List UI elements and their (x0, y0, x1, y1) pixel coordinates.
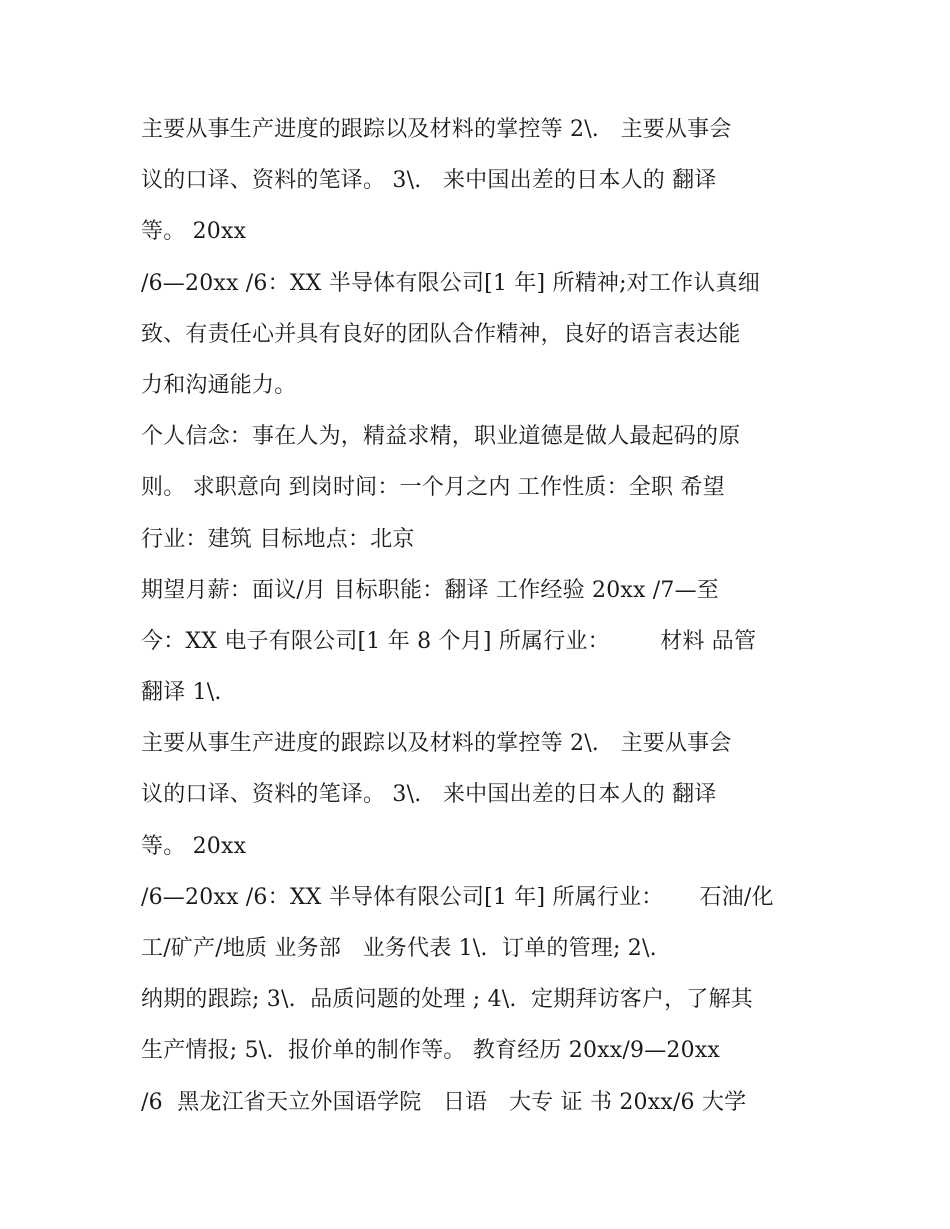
document-body (141, 104, 831, 1128)
text-line: /6 黑龙江省天立外国语学院 日语 大专 证 书 20xx/6 大学 (141, 1089, 747, 1115)
text-line: 议的口译、资料的笔译。 3\. 来中国出差的日本人的 翻译 (141, 168, 717, 194)
text-line: 今：XX 电子有限公司[1 年 8 个月] 所属行业： 材料 品管 (141, 628, 757, 654)
text-line: 议的口译、资料的笔译。 3\. 来中国出差的日本人的 翻译 (141, 782, 717, 808)
text-line: 工/矿产/地质 业务部 业务代表 1\. 订单的管理; 2\. (141, 936, 657, 961)
text-line: 致、有责任心并具有良好的团队合作精神，良好的语言表达能 (141, 321, 741, 347)
text-line: 则。 求职意向 到岗时间：一个月之内 工作性质：全职 希望 (141, 475, 725, 501)
text-line: 等。 20xx (141, 219, 247, 245)
text-line: 等。 20xx (141, 833, 247, 859)
text-line: 生产情报; 5\. 报价单的制作等。 教育经历 20xx/9—20xx (141, 1038, 721, 1064)
text-line: /6—20xx /6：XX 半导体有限公司[1 年] 所属行业： 石油/化 (141, 884, 774, 910)
text-line: 主要从事生产进度的跟踪以及材料的掌控等 2\. 主要从事会 (141, 731, 732, 757)
text-line: /6—20xx /6：XX 半导体有限公司[1 年] 所精神;对工作认真细 (141, 270, 760, 296)
text-line: 期望月薪：面议/月 目标职能：翻译 工作经验 20xx /7—至 (141, 577, 720, 603)
text-line: 纳期的跟踪; 3\. 品质问题的处理 ; 4\. 定期拜访客户，了解其 (141, 987, 753, 1013)
text-line: 力和沟通能力。 (141, 372, 297, 398)
text-line: 行业：建筑 目标地点：北京 (141, 526, 415, 552)
text-line: 个人信念：事在人为，精益求精，职业道德是做人最起码的原 (141, 424, 741, 450)
text-line: 翻译 1\. (141, 680, 222, 706)
text-line: 主要从事生产进度的跟踪以及材料的掌控等 2\. 主要从事会 (141, 117, 732, 142)
